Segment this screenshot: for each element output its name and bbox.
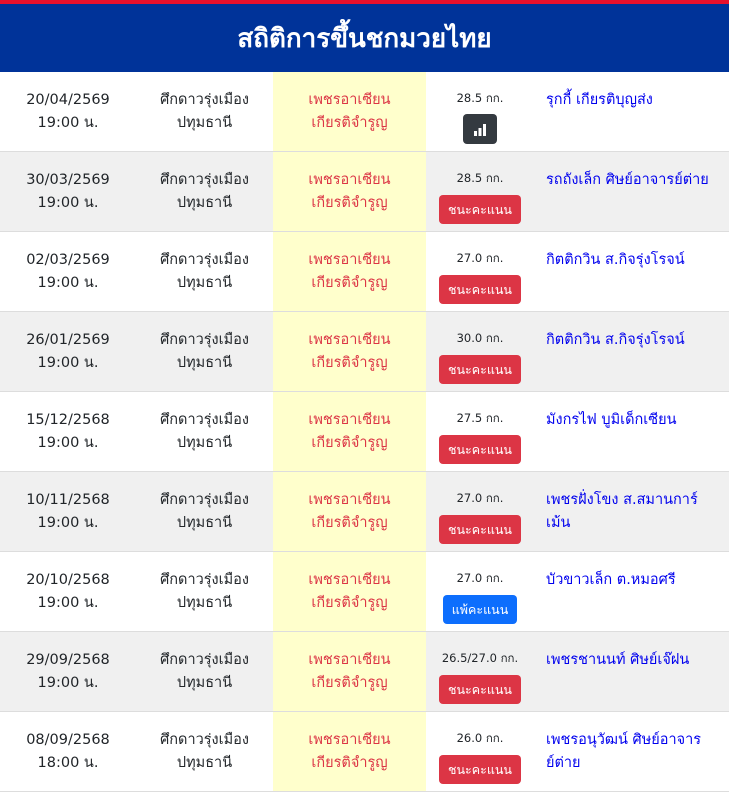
fighter-last-name: เกียรติจำรูญ <box>311 675 388 691</box>
opponent-cell <box>534 472 729 551</box>
venue-province: ปทุมธานี <box>176 195 233 211</box>
weight-class: 26.5/27.0 กก. <box>441 651 519 665</box>
venue-name: ศึกดาวรุ่งเมือง <box>160 492 249 508</box>
result-cell <box>426 312 534 391</box>
fight-date: 20/04/2569 <box>26 92 110 108</box>
opponent-link[interactable]: กิตติกวิน ส.กิจรุ่งโรจน์ <box>546 252 685 268</box>
opponent-link[interactable]: บัวขาวเล็ก ต.หมอศรี <box>546 572 676 588</box>
venue-cell <box>136 232 273 311</box>
fighter-cell <box>273 552 426 631</box>
opponent-cell <box>534 72 729 151</box>
venue-cell <box>136 552 273 631</box>
date-cell <box>0 632 136 711</box>
fight-time: 18:00 น. <box>37 755 99 771</box>
fight-date: 15/12/2568 <box>26 412 110 428</box>
venue-province: ปทุมธานี <box>176 275 233 291</box>
table-row <box>0 152 729 232</box>
venue-name: ศึกดาวรุ่งเมือง <box>160 172 249 188</box>
table-row <box>0 472 729 552</box>
venue-cell <box>136 712 273 791</box>
table-row <box>0 712 729 792</box>
fighter-last-name: เกียรติจำรูญ <box>311 515 388 531</box>
venue-name: ศึกดาวรุ่งเมือง <box>160 732 249 748</box>
venue-cell <box>136 472 273 551</box>
opponent-cell <box>534 392 729 471</box>
weight-class: 27.5 กก. <box>456 411 504 425</box>
page-title: สถิติการขึ้นชกมวยไทย <box>237 23 492 54</box>
opponent-link[interactable]: เพชรชานนท์ ศิษย์เจ๊ฝน <box>546 652 690 668</box>
opponent-cell <box>534 632 729 711</box>
fight-time: 19:00 น. <box>37 515 99 531</box>
venue-province: ปทุมธานี <box>176 435 233 451</box>
opponent-cell <box>534 232 729 311</box>
opponent-link[interactable]: กิตติกวิน ส.กิจรุ่งโรจน์ <box>546 332 685 348</box>
venue-name: ศึกดาวรุ่งเมือง <box>160 572 249 588</box>
result-cell <box>426 72 534 151</box>
venue-cell <box>136 72 273 151</box>
venue-cell <box>136 152 273 231</box>
date-cell <box>0 392 136 471</box>
fighter-last-name: เกียรติจำรูญ <box>311 595 388 611</box>
fighter-first-name: เพชรอาเซียน <box>308 332 391 348</box>
fight-date: 30/03/2569 <box>26 172 110 188</box>
date-cell <box>0 712 136 791</box>
date-cell <box>0 472 136 551</box>
fight-date: 08/09/2568 <box>26 732 110 748</box>
fighter-first-name: เพชรอาเซียน <box>308 92 391 108</box>
venue-name: ศึกดาวรุ่งเมือง <box>160 252 249 268</box>
fighter-first-name: เพชรอาเซียน <box>308 732 391 748</box>
table-row <box>0 72 729 152</box>
venue-name: ศึกดาวรุ่งเมือง <box>160 332 249 348</box>
fighter-cell <box>273 472 426 551</box>
win-badge[interactable]: ชนะคะแนน <box>439 515 521 544</box>
fighter-first-name: เพชรอาเซียน <box>308 172 391 188</box>
bar-chart-icon <box>472 121 488 137</box>
fighter-first-name: เพชรอาเซียน <box>308 572 391 588</box>
fight-date: 20/10/2568 <box>26 572 110 588</box>
fight-time: 19:00 น. <box>37 435 99 451</box>
venue-province: ปทุมธานี <box>176 595 233 611</box>
result-cell <box>426 552 534 631</box>
weight-class: 28.5 กก. <box>456 91 504 105</box>
win-badge[interactable]: ชนะคะแนน <box>439 675 521 704</box>
fighter-cell <box>273 712 426 791</box>
date-cell <box>0 552 136 631</box>
weight-class: 27.0 กก. <box>456 491 504 505</box>
table-row <box>0 392 729 472</box>
date-cell <box>0 152 136 231</box>
win-badge[interactable]: ชนะคะแนน <box>439 275 521 304</box>
result-cell <box>426 712 534 791</box>
fight-date: 02/03/2569 <box>26 252 110 268</box>
stats-button[interactable] <box>463 114 497 144</box>
opponent-link[interactable]: มังกรไฟ บูมิเด็กเซียน <box>546 412 677 428</box>
fighter-cell <box>273 632 426 711</box>
fight-time: 19:00 น. <box>37 675 99 691</box>
result-cell <box>426 232 534 311</box>
fighter-last-name: เกียรติจำรูญ <box>311 195 388 211</box>
fight-time: 19:00 น. <box>37 355 99 371</box>
result-cell <box>426 152 534 231</box>
fighter-cell <box>273 232 426 311</box>
venue-province: ปทุมธานี <box>176 755 233 771</box>
opponent-link[interactable]: รถถังเล็ก ศิษย์อาจารย์ต่าย <box>546 172 709 188</box>
fighter-last-name: เกียรติจำรูญ <box>311 275 388 291</box>
weight-class: 28.5 กก. <box>456 171 504 185</box>
fight-time: 19:00 น. <box>37 115 99 131</box>
venue-province: ปทุมธานี <box>176 515 233 531</box>
date-cell <box>0 232 136 311</box>
win-badge[interactable]: ชนะคะแนน <box>439 435 521 464</box>
loss-badge[interactable]: แพ้คะแนน <box>443 595 518 624</box>
date-cell <box>0 312 136 391</box>
fighter-cell <box>273 312 426 391</box>
fighter-first-name: เพชรอาเซียน <box>308 412 391 428</box>
venue-name: ศึกดาวรุ่งเมือง <box>160 412 249 428</box>
venue-name: ศึกดาวรุ่งเมือง <box>160 652 249 668</box>
result-cell <box>426 392 534 471</box>
win-badge[interactable]: ชนะคะแนน <box>439 195 521 224</box>
fighter-last-name: เกียรติจำรูญ <box>311 355 388 371</box>
venue-name: ศึกดาวรุ่งเมือง <box>160 92 249 108</box>
fight-time: 19:00 น. <box>37 195 99 211</box>
opponent-cell <box>534 552 729 631</box>
table-row <box>0 632 729 712</box>
opponent-link[interactable]: เพชรฝั่งโขง ส.สมานการ์เม้น <box>546 492 698 531</box>
fighter-cell <box>273 152 426 231</box>
table-row <box>0 232 729 312</box>
fight-record-table <box>0 72 729 792</box>
fight-date: 29/09/2568 <box>26 652 110 668</box>
result-cell <box>426 472 534 551</box>
fighter-last-name: เกียรติจำรูญ <box>311 755 388 771</box>
table-row <box>0 552 729 632</box>
venue-cell <box>136 392 273 471</box>
fighter-cell <box>273 72 426 151</box>
opponent-cell <box>534 152 729 231</box>
table-row <box>0 312 729 392</box>
fighter-first-name: เพชรอาเซียน <box>308 492 391 508</box>
page-header <box>0 0 729 72</box>
venue-province: ปทุมธานี <box>176 675 233 691</box>
result-cell <box>426 632 534 711</box>
weight-class: 30.0 กก. <box>456 331 504 345</box>
fighter-last-name: เกียรติจำรูญ <box>311 115 388 131</box>
fight-date: 10/11/2568 <box>26 492 110 508</box>
fight-time: 19:00 น. <box>37 275 99 291</box>
venue-province: ปทุมธานี <box>176 355 233 371</box>
fight-date: 26/01/2569 <box>26 332 110 348</box>
venue-province: ปทุมธานี <box>176 115 233 131</box>
opponent-link[interactable]: รุกกี้ เกียรติบุญส่ง <box>546 92 653 108</box>
opponent-cell <box>534 312 729 391</box>
opponent-link[interactable]: เพชรอนุวัฒน์ ศิษย์อาจารย์ต่าย <box>546 732 702 771</box>
fighter-last-name: เกียรติจำรูญ <box>311 435 388 451</box>
header-red-stripe <box>0 0 729 4</box>
weight-class: 27.0 กก. <box>456 251 504 265</box>
fight-time: 19:00 น. <box>37 595 99 611</box>
date-cell <box>0 72 136 151</box>
weight-class: 27.0 กก. <box>456 571 504 585</box>
venue-cell <box>136 312 273 391</box>
win-badge[interactable]: ชนะคะแนน <box>439 355 521 384</box>
weight-class: 26.0 กก. <box>456 731 504 745</box>
opponent-cell <box>534 712 729 791</box>
fighter-first-name: เพชรอาเซียน <box>308 252 391 268</box>
win-badge[interactable]: ชนะคะแนน <box>439 755 521 784</box>
fighter-first-name: เพชรอาเซียน <box>308 652 391 668</box>
fighter-cell <box>273 392 426 471</box>
venue-cell <box>136 632 273 711</box>
